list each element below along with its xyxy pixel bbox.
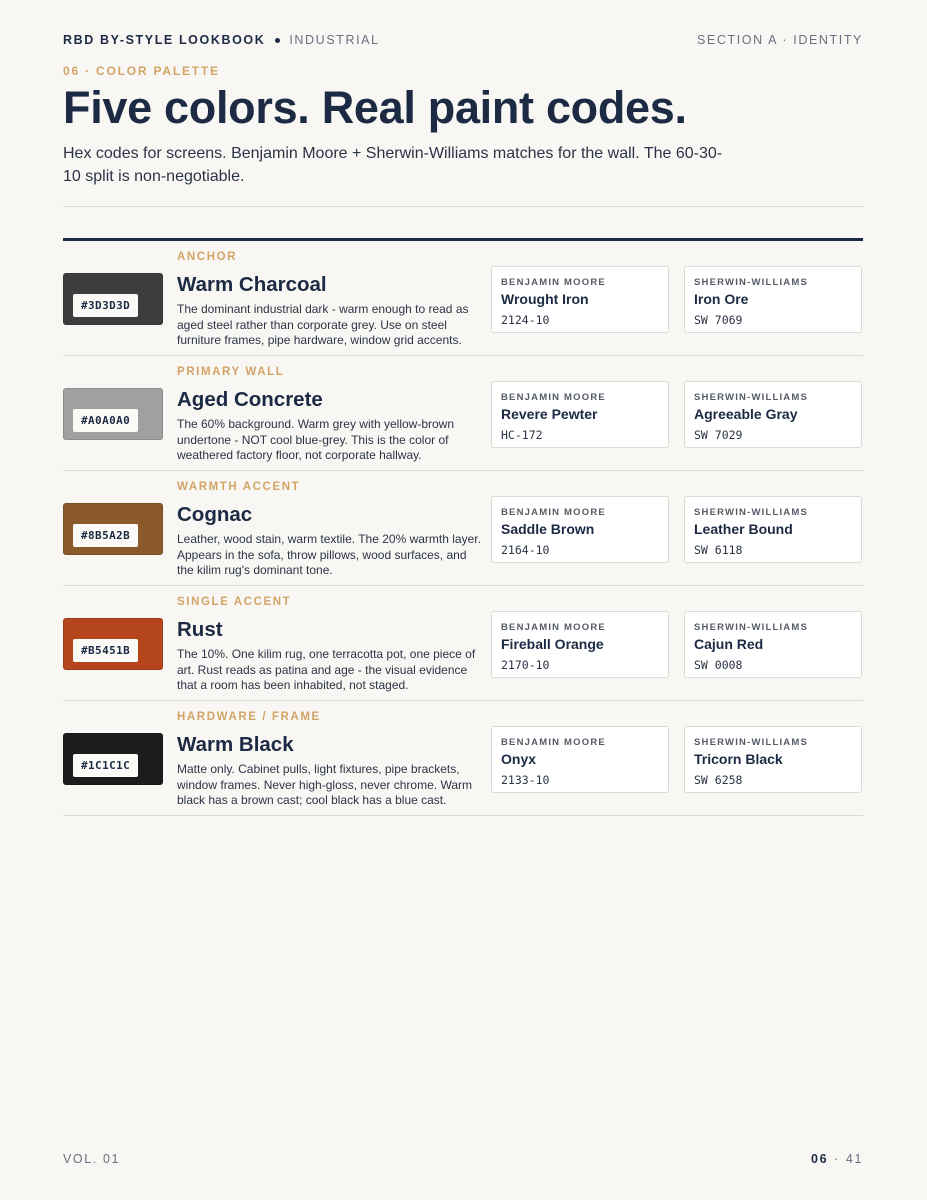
color-row-warm-black bbox=[63, 701, 863, 816]
page-number bbox=[811, 1152, 863, 1166]
paint-code: 2133-10 bbox=[501, 773, 550, 787]
color-row-cognac bbox=[63, 471, 863, 586]
divider bbox=[63, 206, 863, 207]
hex-code: #8B5A2B bbox=[73, 524, 138, 547]
color-name: Warm Charcoal bbox=[177, 273, 327, 296]
color-description: Leather, wood stain, warm textile. The 20% warmth layer. Appears in the sofa, throw pillows, wood surfaces, and the kilim rug's dominant tone. bbox=[177, 532, 481, 577]
paint-code: SW 6118 bbox=[694, 543, 743, 557]
section-number: 06 bbox=[811, 1152, 829, 1166]
paint-name: Cajun Red bbox=[694, 636, 764, 652]
paint-code: 2170-10 bbox=[501, 658, 550, 672]
paint-name: Iron Ore bbox=[694, 291, 749, 307]
hex-code: #1C1C1C bbox=[73, 754, 138, 777]
header-left bbox=[63, 33, 380, 47]
section-label: SECTION A · IDENTITY bbox=[696, 33, 863, 47]
paint-name: Saddle Brown bbox=[501, 521, 595, 537]
benjamin-moore-card bbox=[491, 611, 669, 678]
color-role: HARDWARE / FRAME bbox=[177, 711, 321, 723]
benjamin-moore-card bbox=[491, 726, 669, 793]
section-kicker: 06 · COLOR PALETTE bbox=[63, 64, 220, 78]
color-role: ANCHOR bbox=[177, 251, 238, 263]
color-row-rust bbox=[63, 586, 863, 701]
sherwin-williams-card bbox=[684, 381, 862, 448]
volume-label: VOL. 01 bbox=[63, 1152, 121, 1166]
paint-code: 2164-10 bbox=[501, 543, 550, 557]
hex-code: #B5451B bbox=[73, 639, 138, 662]
color-role: PRIMARY WALL bbox=[177, 366, 285, 378]
bullet-dot-icon bbox=[275, 38, 280, 43]
paint-brand-label: SHERWIN-WILLIAMS bbox=[694, 507, 809, 518]
paint-brand-label: BENJAMIN MOORE bbox=[501, 622, 606, 633]
color-row-aged-concrete bbox=[63, 356, 863, 471]
paint-name: Wrought Iron bbox=[501, 291, 589, 307]
paint-brand-label: BENJAMIN MOORE bbox=[501, 392, 606, 403]
color-name: Aged Concrete bbox=[177, 388, 323, 411]
hex-code: #A0A0A0 bbox=[73, 409, 138, 432]
paint-name: Agreeable Gray bbox=[694, 406, 798, 422]
color-description: The dominant industrial dark - warm enough to read as aged steel rather than corporate grey. Use on steel furniture frames, pipe hardware, window grid accents. bbox=[177, 302, 469, 347]
benjamin-moore-card bbox=[491, 381, 669, 448]
paint-name: Tricorn Black bbox=[694, 751, 783, 767]
paint-name: Fireball Orange bbox=[501, 636, 604, 652]
color-description: The 60% background. Warm grey with yellow-brown undertone - NOT cool blue-grey. This is the color of weathered factory floor, not corporate hallway. bbox=[177, 417, 455, 462]
color-name: Cognac bbox=[177, 503, 253, 526]
paint-name: Revere Pewter bbox=[501, 406, 598, 422]
paint-name: Onyx bbox=[501, 751, 537, 767]
sherwin-williams-card bbox=[684, 726, 862, 793]
color-row-warm-charcoal bbox=[63, 241, 863, 356]
paint-code: SW 0008 bbox=[694, 658, 743, 672]
paint-brand-label: SHERWIN-WILLIAMS bbox=[694, 392, 809, 403]
color-swatch bbox=[63, 503, 163, 555]
color-swatch bbox=[63, 273, 163, 325]
hex-code: #3D3D3D bbox=[73, 294, 138, 317]
color-swatch bbox=[63, 388, 163, 440]
paint-brand-label: BENJAMIN MOORE bbox=[501, 507, 606, 518]
paint-code: SW 7029 bbox=[694, 428, 743, 442]
paint-brand-label: BENJAMIN MOORE bbox=[501, 277, 606, 288]
color-description: The 10%. One kilim rug, one terracotta pot, one piece of art. Rust reads as patina and age - the visual evidence that a room has been inhabited, not staged. bbox=[177, 647, 476, 692]
color-palette-list bbox=[63, 241, 863, 816]
paint-code: 2124-10 bbox=[501, 313, 550, 327]
lookbook-brand: RBD BY-STYLE LOOKBOOK bbox=[63, 33, 266, 47]
page-title: Five colors. Real paint codes. bbox=[63, 82, 687, 133]
paint-brand-label: BENJAMIN MOORE bbox=[501, 737, 606, 748]
paint-brand-label: SHERWIN-WILLIAMS bbox=[694, 277, 809, 288]
color-swatch bbox=[63, 733, 163, 785]
sherwin-williams-card bbox=[684, 611, 862, 678]
paint-code: HC-172 bbox=[501, 428, 543, 442]
color-role: SINGLE ACCENT bbox=[177, 596, 292, 608]
benjamin-moore-card bbox=[491, 266, 669, 333]
color-description: Matte only. Cabinet pulls, light fixtures, pipe brackets, window frames. Never high-gloss, never chrome. Warm black has a brown cast; cool black has a blue cast. bbox=[177, 762, 472, 807]
intro-text: Hex codes for screens. Benjamin Moore + Sherwin-Williams matches for the wall. The 60-30-10 split is non-negotiable. bbox=[63, 145, 723, 185]
color-name: Rust bbox=[177, 618, 223, 641]
style-name: INDUSTRIAL bbox=[289, 33, 380, 47]
color-role: WARMTH ACCENT bbox=[177, 481, 301, 493]
lookbook-page bbox=[63, 0, 863, 1200]
sherwin-williams-card bbox=[684, 266, 862, 333]
paint-name: Leather Bound bbox=[694, 521, 793, 537]
sherwin-williams-card bbox=[684, 496, 862, 563]
paint-brand-label: SHERWIN-WILLIAMS bbox=[694, 622, 809, 633]
benjamin-moore-card bbox=[491, 496, 669, 563]
page-header bbox=[63, 31, 863, 49]
page-number-value: 41 bbox=[845, 1152, 863, 1166]
paint-brand-label: SHERWIN-WILLIAMS bbox=[694, 737, 809, 748]
page-separator: · bbox=[834, 1152, 840, 1166]
paint-code: SW 6258 bbox=[694, 773, 743, 787]
color-name: Warm Black bbox=[177, 733, 294, 756]
page-footer bbox=[63, 1152, 863, 1166]
color-swatch bbox=[63, 618, 163, 670]
paint-code: SW 7069 bbox=[694, 313, 743, 327]
